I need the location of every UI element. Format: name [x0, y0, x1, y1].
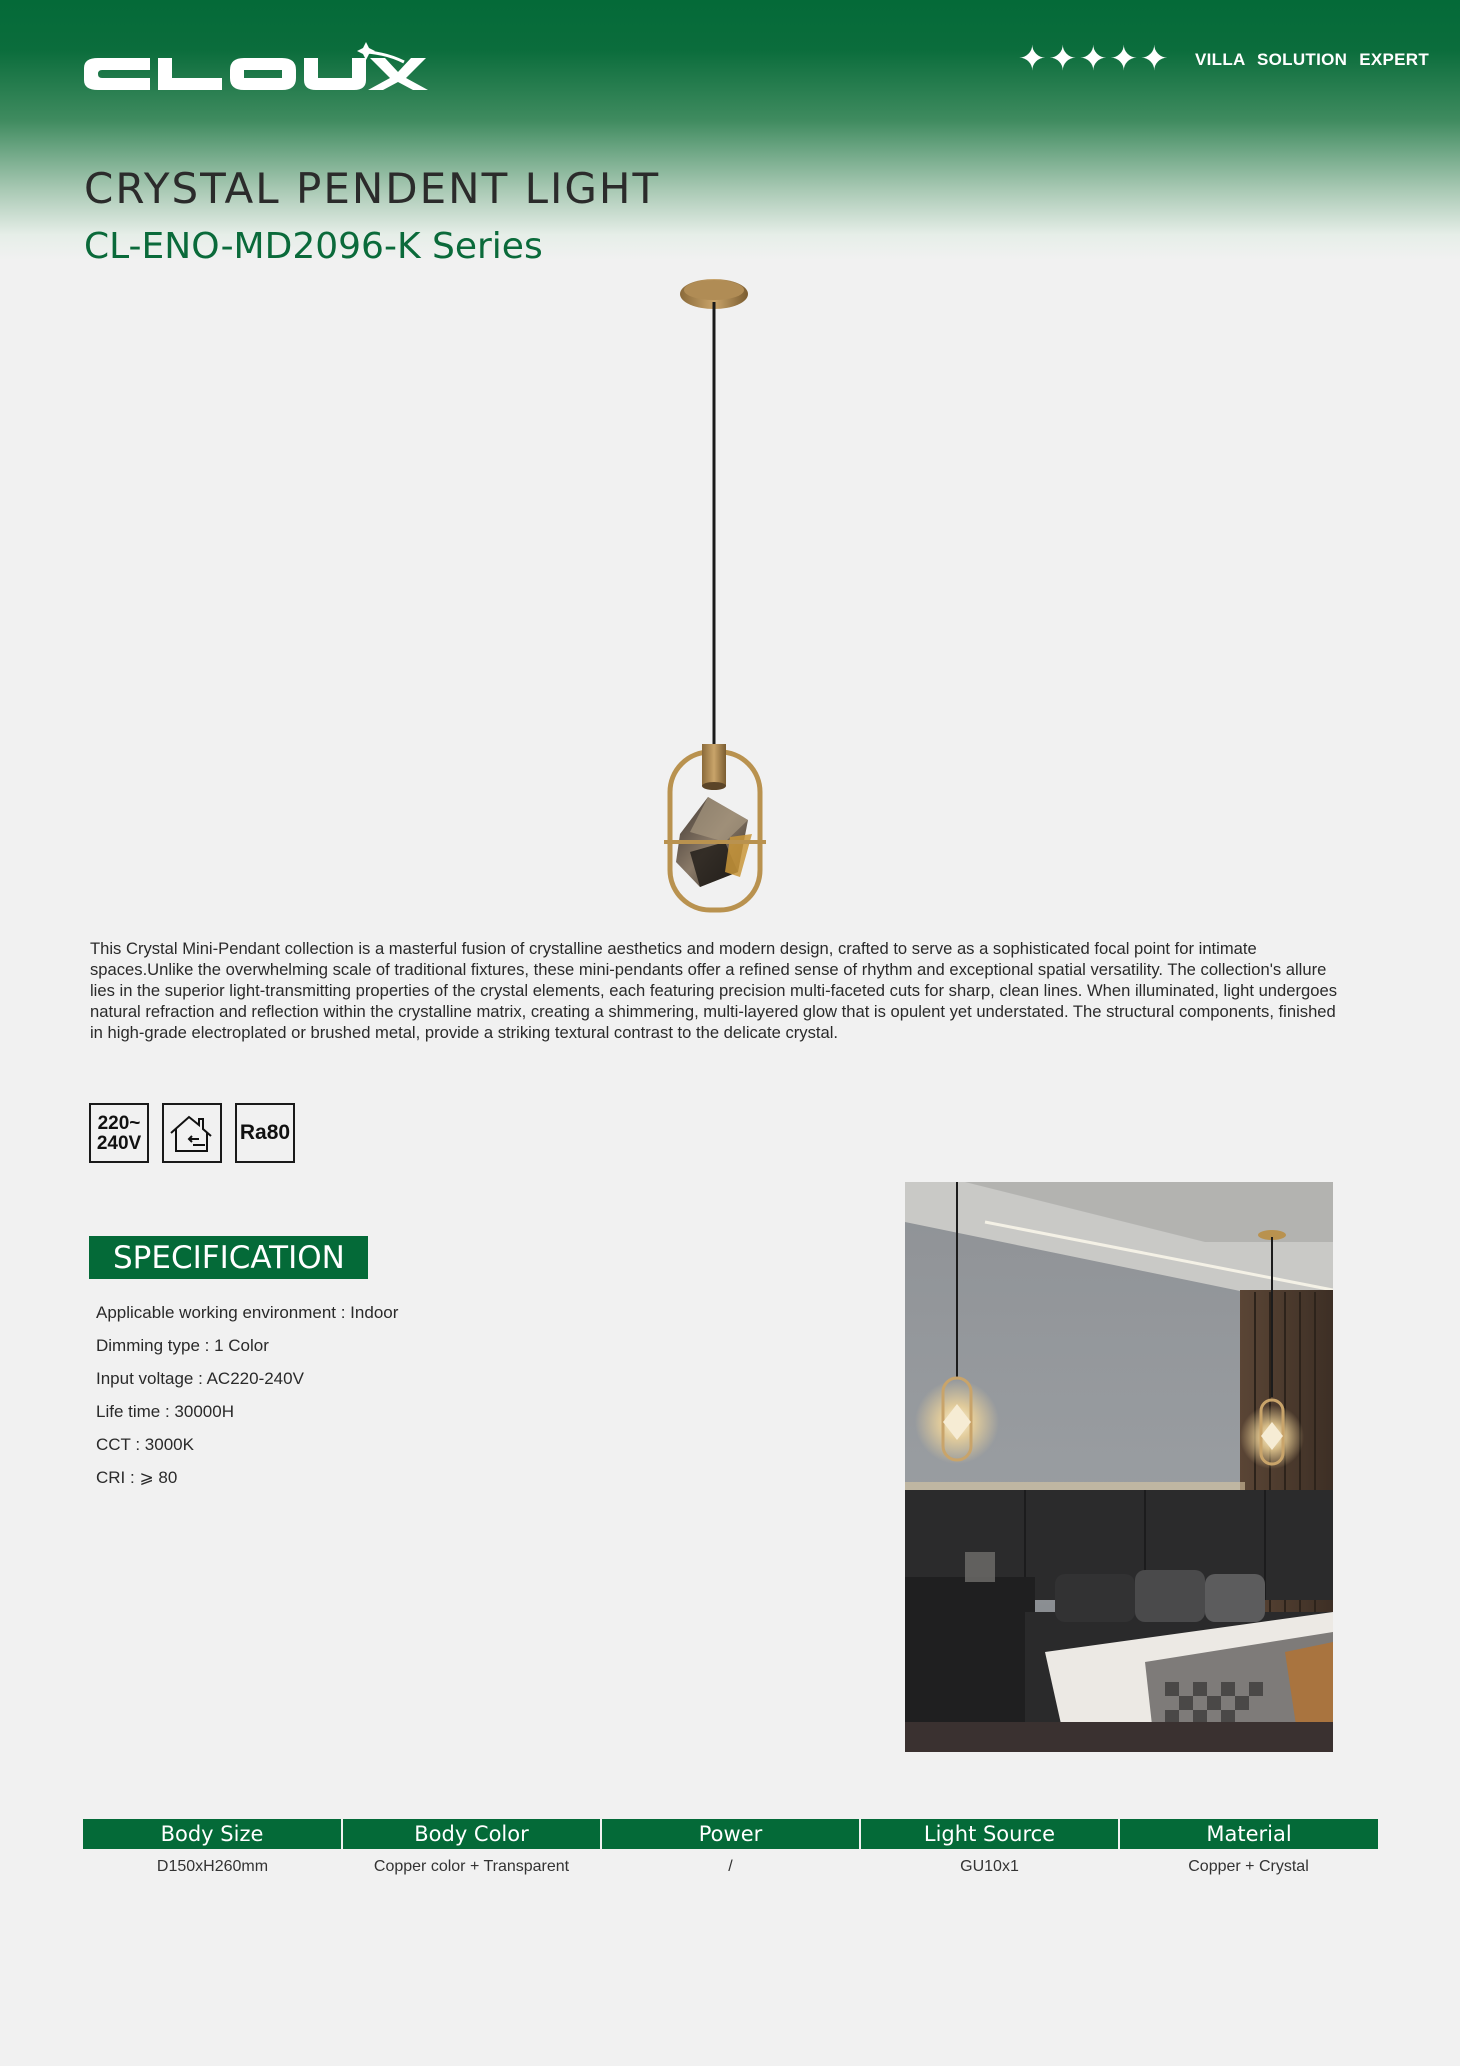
cell-power: /: [728, 1858, 733, 1875]
product-series: CL-ENO-MD2096-K Series: [84, 226, 543, 267]
cell-material: Copper + Crystal: [1188, 1858, 1309, 1875]
specification-heading: SPECIFICATION: [89, 1236, 368, 1279]
product-description: This Crystal Mini-Pendant collection is a masterful fusion of crystalline aesthetics and modern design, crafted to serve as a sophisticated focal point for intimate spaces.Unlike the overwhelming scale of traditional fixtures, these mini-pendants offer a refined sense of rhythm and exceptional spatial versatility. The collection's allure lies in the superior light-transmitting properties of the crystal elements, each featuring precision multi-faceted cuts for sharp, clean lines. When illuminated, light undergoes natural refraction and reflection within the crystalline matrix, creating a shimmering, multi-layered glow that is opulent yet understated. The structural components, finished in high-grade electroplated or brushed metal, provide a striking textural contrast to the delicate crystal.: [90, 939, 1337, 1042]
cell-body-color: Copper color + Transparent: [373, 1858, 570, 1875]
star-icon: ✦: [1048, 39, 1077, 79]
star-icon: ✦: [1079, 39, 1108, 79]
col-body-color: Body Color: [342, 1819, 601, 1849]
product-title: CRYSTAL PENDENT LIGHT: [84, 164, 661, 213]
specification-list: [96, 1302, 398, 1500]
table-header-row: [83, 1819, 1378, 1849]
voltage-badge: [89, 1103, 149, 1163]
col-material: Material: [1119, 1819, 1378, 1849]
spec-item-cri: CRI : ⩾ 80: [96, 1468, 178, 1487]
col-body-size: Body Size: [83, 1819, 342, 1849]
spec-item-voltage: Input voltage : AC220-240V: [96, 1369, 304, 1388]
spec-item-cct: CCT : 3000K: [96, 1435, 194, 1454]
header-banner: [0, 0, 1460, 260]
voltage-badge-line1: 220~: [97, 1113, 141, 1134]
pendant-lamp-image: [630, 272, 800, 922]
cell-light-source: GU10x1: [960, 1858, 1019, 1875]
star-icon: ✦: [1109, 39, 1138, 79]
table-row: [83, 1849, 1378, 1885]
house-indoor-icon: [162, 1103, 222, 1163]
star-icon: ✦: [1140, 39, 1169, 79]
rating-stars: [1018, 40, 1169, 78]
spec-item-lifetime: Life time : 30000H: [96, 1402, 234, 1421]
star-icon: ✦: [1018, 39, 1047, 79]
cri-badge: Ra80: [235, 1103, 295, 1163]
voltage-badge-line2: 240V: [96, 1133, 142, 1154]
col-light-source: Light Source: [860, 1819, 1119, 1849]
col-power: Power: [601, 1819, 860, 1849]
feature-badges: [89, 1103, 295, 1163]
product-spec-table: [83, 1819, 1378, 1885]
cell-body-size: D150xH260mm: [156, 1858, 269, 1875]
tagline: VILLA SOLUTION EXPERT: [1195, 50, 1430, 69]
bedroom-scene-image: [905, 1182, 1333, 1752]
spec-item-environment: Applicable working environment : Indoor: [96, 1303, 399, 1322]
cloux-logo: [82, 40, 438, 104]
spec-item-dimming: Dimming type : 1 Color: [96, 1336, 269, 1355]
